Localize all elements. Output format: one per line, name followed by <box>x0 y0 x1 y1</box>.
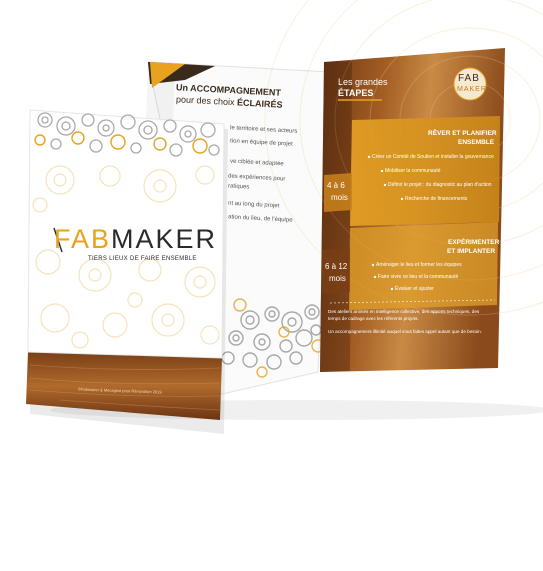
logo-small-top: FAB <box>458 73 480 84</box>
accompaniment-title-plain: pour des choix <box>175 94 238 108</box>
steps-title-line1: Les grandes <box>338 77 388 87</box>
step1-title-line1: RÊVER ET PLANIFIER <box>428 130 497 137</box>
step1-duration-line2: mois <box>331 193 348 202</box>
step2-duration-line1: 6 à 12 <box>325 262 348 271</box>
step1-title-line2: ENSEMBLE <box>458 139 495 146</box>
cover-tagline: TIERS LIEUX DE FAIRE ENSEMBLE <box>88 256 197 262</box>
step1-item-4: Recherche de financements <box>405 196 468 202</box>
step2-item-2: Faire vivre ce lieu et la communauté <box>378 274 459 280</box>
steps-footer-line2: temps de cadrage avec les référents projets. <box>328 316 419 321</box>
cover-logo <box>54 224 217 254</box>
cover-footer-credit: ©Fabmaker & Mecagest pour Rénovation 2019 <box>77 386 162 395</box>
cover-logo-maker: MAKER <box>111 224 218 254</box>
bullet-2: tion en équipe de projet <box>229 138 293 148</box>
steps-title-line2: ÉTAPES <box>338 88 374 98</box>
bullet-5: ratiques <box>227 183 250 191</box>
step2-item-1: Aménager le lieu et former les équipes <box>376 262 462 268</box>
step2-duration-line2: mois <box>329 274 346 283</box>
accompaniment-title-bold: ÉCLAIRÉS <box>236 97 283 110</box>
logo-small-bottom: MAKER <box>457 86 487 93</box>
bullet-6: nt au long du projet <box>227 200 280 210</box>
step2-title-line1: EXPÉRIMENTER <box>448 239 500 246</box>
step1-item-1: Créer un Comité de Soutien et installer la gouvernance <box>372 154 494 160</box>
step2-title-line2: ET IMPLANTER <box>447 248 496 255</box>
accompaniment-title-line1: Un ACCOMPAGNEMENT <box>175 82 282 98</box>
cover-logo-fab: FAB <box>54 224 112 254</box>
bullet-3: ve ciblée et adaptée <box>229 158 284 168</box>
bullet-4: des expériences pour <box>227 173 286 183</box>
bullet-1: le territoire et ses acteurs <box>229 125 298 135</box>
steps-footer-line1: Des ateliers animés en intelligence collective, des apports techniques, des <box>328 309 480 314</box>
steps-footer-line3: Un accompagnement illimité auquel vous faites appel autant que de besoin. <box>328 329 482 334</box>
step1-item-3: Définir le projet : du diagnostic au plan d'action <box>388 182 492 188</box>
step1-duration-line1: 4 à 6 <box>327 181 345 190</box>
step2-item-3: Évaluer et ajuster <box>395 286 434 292</box>
step1-item-2: Mobiliser la communauté <box>385 168 441 174</box>
bullet-7: ation du lieu, de l'équipe <box>227 214 293 224</box>
